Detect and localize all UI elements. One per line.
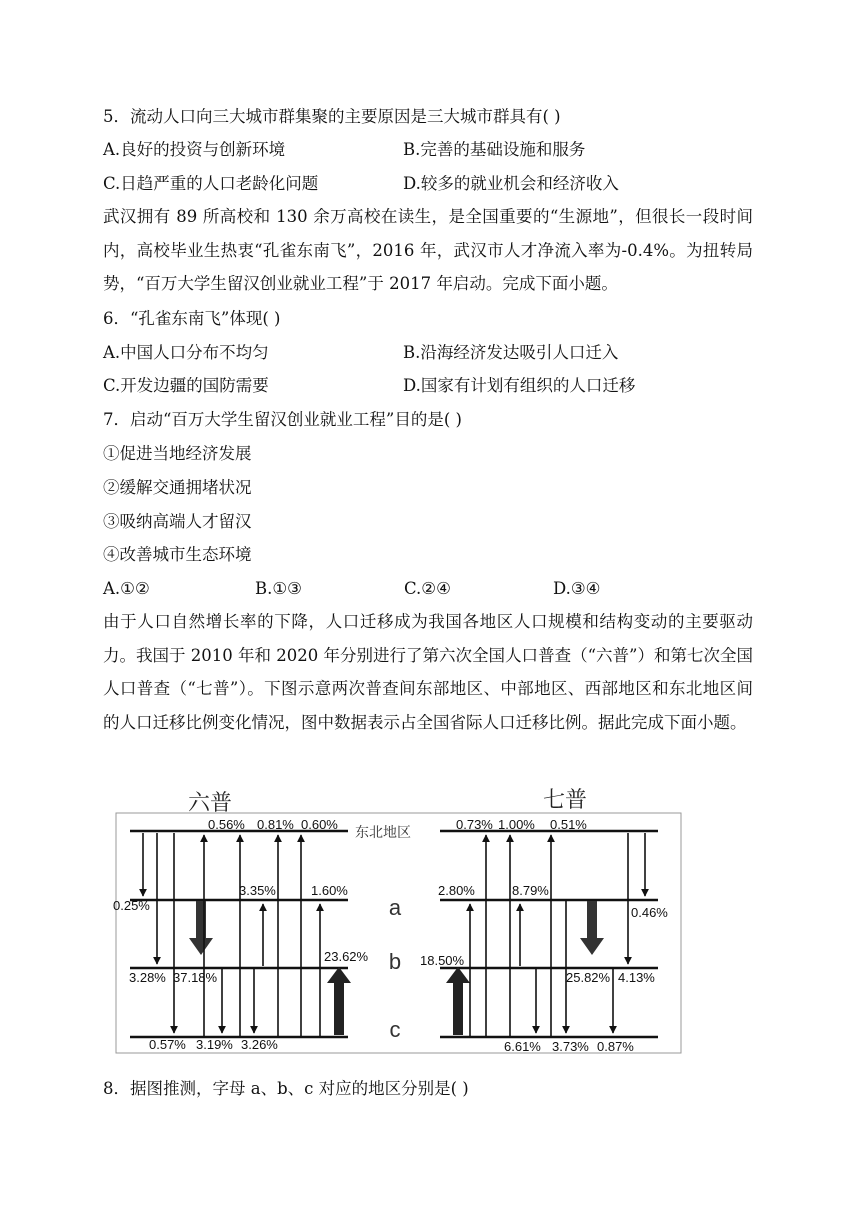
q7-option-a: A.①②: [103, 579, 150, 598]
label-c: c: [389, 1017, 401, 1042]
q6-option-c: C.开发边疆的国防需要: [103, 376, 269, 395]
label-northeast: 东北地区: [355, 824, 411, 840]
q7-option-d: D.③④: [553, 579, 601, 598]
left-mid-4: 23.62%: [324, 949, 369, 964]
right-top-1: 0.73%: [456, 817, 493, 832]
right-mid-3: 0.46%: [631, 905, 668, 920]
right-mid-4: 18.50%: [420, 953, 465, 968]
left-mid-3: 1.60%: [311, 883, 348, 898]
q7-item-1: ①促进当地经济发展: [103, 444, 252, 463]
q5-option-a: A.良好的投资与创新环境: [103, 140, 286, 159]
q6-option-b: B.沿海经济发达吸引人口迁入: [403, 343, 619, 362]
left-bottom-1: 0.57%: [149, 1037, 186, 1052]
left-bottom-3: 3.26%: [241, 1037, 278, 1052]
right-mid-2: 8.79%: [512, 883, 549, 898]
q7-item-3: ③吸纳高端人才留汉: [103, 512, 252, 531]
right-b-1: 25.82%: [566, 970, 611, 985]
right-bottom-1: 6.61%: [504, 1039, 541, 1054]
right-top-2: 1.00%: [498, 817, 535, 832]
left-big-arrow-a-b: [189, 901, 213, 955]
right-top-3: 0.51%: [550, 817, 587, 832]
title-right: 七普: [542, 787, 588, 812]
q7-stem: 7．启动“百万大学生留汉创业就业工程”目的是( ): [103, 410, 462, 429]
migration-figure: [100, 783, 690, 1058]
label-a: a: [388, 895, 402, 920]
q5-option-b: B.完善的基础设施和服务: [403, 140, 586, 159]
left-top-1: 0.56%: [208, 817, 245, 832]
left-b-1: 3.28%: [129, 970, 166, 985]
q5-option-d: D.较多的就业机会和经济收入: [403, 174, 619, 193]
left-mid-2: 3.35%: [239, 883, 276, 898]
title-left: 六普: [187, 790, 233, 815]
right-big-arrow-c-b: [446, 967, 470, 1035]
passage-wuhan: 武汉拥有 89 所高校和 130 余万高校在读生，是全国重要的“生源地”，但很长一段时间内，高校毕业生热衷“孔雀东南飞”，2016 年，武汉市人才净流入率为-0.4%。为扭转局势，“百万大学生留汉创业就业工程”于 2017 年启动。完成下面小题。: [103, 207, 753, 293]
q7-option-c: C.②④: [404, 579, 451, 598]
q6-option-d: D.国家有计划有组织的人口迁移: [403, 376, 636, 395]
right-big-arrow-a-b: [580, 901, 604, 955]
q5-option-c: C.日趋严重的人口老龄化问题: [103, 174, 319, 193]
left-b-2: 37.18%: [173, 970, 218, 985]
q6-stem: 6．“孔雀东南飞”体现( ): [103, 309, 281, 328]
q8-stem: 8．据图推测，字母 a、b、c 对应的地区分别是( ): [103, 1079, 469, 1098]
left-bottom-2: 3.19%: [196, 1037, 233, 1052]
q6-option-a: A.中国人口分布不均匀: [103, 343, 269, 362]
right-b-2: 4.13%: [618, 970, 655, 985]
q7-item-4: ④改善城市生态环境: [103, 545, 252, 564]
q7-option-b: B.①③: [255, 579, 302, 598]
label-b: b: [388, 949, 402, 974]
left-top-3: 0.60%: [301, 817, 338, 832]
passage-census: 由于人口自然增长率的下降，人口迁移成为我国各地区人口规模和结构变动的主要驱动力。我国于 2010 年和 2020 年分别进行了第六次全国人口普查（“六普”）和第七次全国人口普查（“七普”）。下图示意两次普查间东部地区、中部地区、西部地区和东北地区间的人口迁移比例变化情况，图中数据表示占全国省际人口迁移比例。据此完成下面小题。: [103, 612, 753, 732]
left-mid-1: 0.25%: [113, 898, 150, 913]
q7-item-2: ②缓解交通拥堵状况: [103, 478, 252, 497]
right-bottom-3: 0.87%: [597, 1039, 634, 1054]
right-bottom-2: 3.73%: [552, 1039, 589, 1054]
right-mid-1: 2.80%: [438, 883, 475, 898]
left-big-arrow-c-b: [327, 967, 351, 1035]
q5-stem: 5．流动人口向三大城市群集聚的主要原因是三大城市群具有( ): [103, 107, 561, 126]
left-top-2: 0.81%: [257, 817, 294, 832]
